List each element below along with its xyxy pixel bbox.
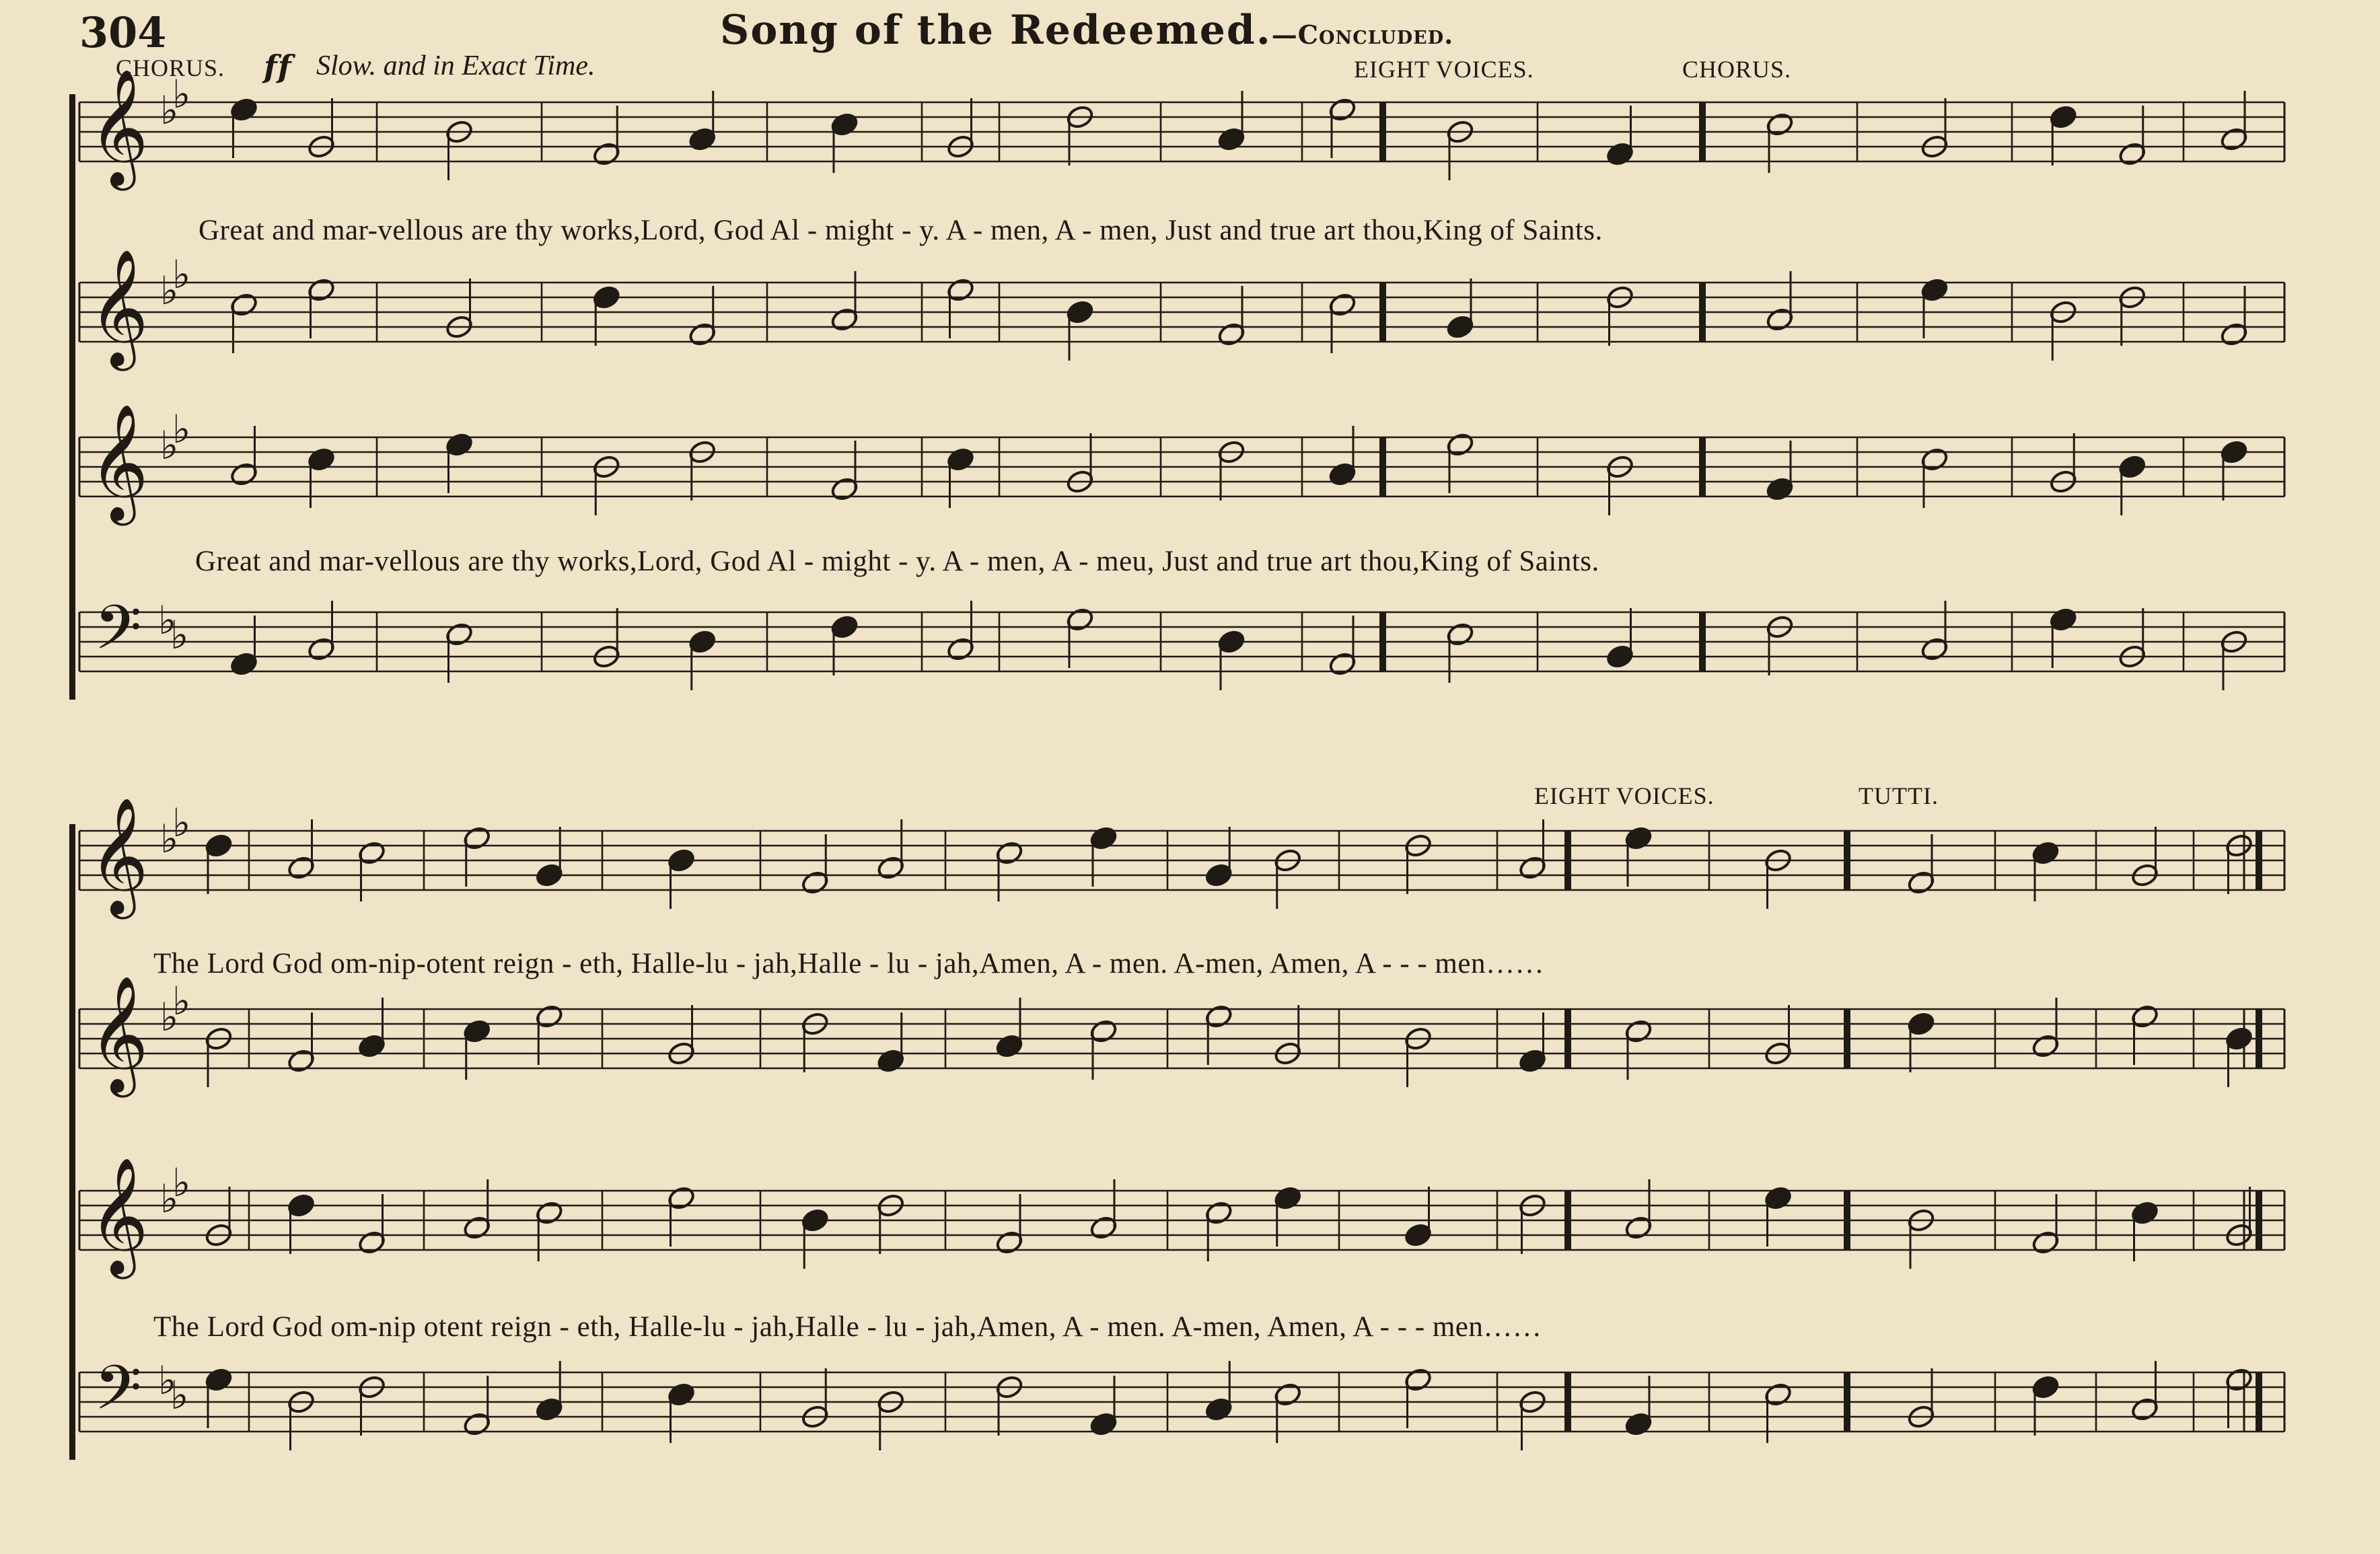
chorus-label-2: CHORUS.: [1682, 56, 1792, 83]
lyrics-line-4: The Lord God om-nip otent reign - eth, Halle-lu - jah,Halle - lu - jah,Amen, A - men. A-men, Amen, A - - - men……: [153, 1311, 1542, 1343]
title-text: Song of the Redeemed.: [720, 7, 1272, 54]
flat-sign-icon: ♭: [172, 252, 191, 297]
title-suffix: —Concluded.: [1271, 20, 1454, 50]
treble-clef-icon: 𝄞: [89, 404, 149, 521]
eight-voices-label: EIGHT VOICES.: [1354, 56, 1534, 83]
bass-clef-icon: 𝄢: [94, 592, 142, 678]
lyrics-line-1: Great and mar-vellous are thy works,Lord, God Al - might - y. A - men, A - men, Just and true art thou,King of Saints.: [199, 215, 1603, 246]
flat-sign-icon: ♭: [160, 816, 179, 862]
page-number: 304: [79, 8, 167, 57]
treble-clef-icon: 𝄞: [89, 975, 149, 1093]
eight-voices-label-2: EIGHT VOICES.: [1534, 782, 1715, 809]
flat-sign-icon: ♭: [160, 87, 179, 133]
system-bracket: [69, 824, 75, 1460]
treble-clef-icon: 𝄞: [89, 249, 149, 366]
tutti-label: TUTTI.: [1859, 782, 1939, 809]
bass-clef-icon: 𝄢: [94, 1352, 142, 1438]
chorus-label: CHORUS.: [116, 54, 225, 81]
flat-sign-icon: ♭: [160, 994, 179, 1040]
dynamic-marking: ff: [264, 48, 292, 85]
flat-sign-icon: ♭: [172, 71, 191, 117]
lyrics-line-2: Great and mar-vellous are thy works,Lord, God Al - might - y. A - men, A - meu, Just and true art thou,King of Saints.: [195, 546, 1599, 577]
system-bracket: [69, 94, 75, 700]
flat-sign-icon: ♭: [172, 406, 191, 452]
lyrics-line-3: The Lord God om-nip-otent reign - eth, Halle-lu - jah,Halle - lu - jah,Amen, A - men. A-men, Amen, A - - - men……: [153, 948, 1544, 979]
flat-sign-icon: ♭: [160, 268, 179, 313]
flat-sign-icon: ♭: [160, 422, 179, 468]
final-barline: [2256, 1191, 2262, 1250]
final-barline: [2256, 831, 2262, 890]
flat-sign-icon: ♭: [160, 1176, 179, 1222]
flat-sign-icon: ♭: [158, 1358, 177, 1403]
tempo-marking: Slow. and in Exact Time.: [316, 50, 596, 81]
treble-clef-icon: 𝄞: [89, 797, 149, 914]
flat-sign-icon: ♭: [170, 612, 189, 658]
flat-sign-icon: ♭: [172, 1160, 191, 1206]
final-barline: [2256, 1009, 2262, 1068]
flat-sign-icon: ♭: [172, 978, 191, 1024]
flat-sign-icon: ♭: [170, 1372, 189, 1418]
flat-sign-icon: ♭: [172, 800, 191, 846]
flat-sign-icon: ♭: [158, 597, 177, 643]
treble-clef-icon: 𝄞: [89, 69, 149, 186]
treble-clef-icon: 𝄞: [89, 1157, 149, 1274]
final-barline: [2256, 1372, 2262, 1432]
